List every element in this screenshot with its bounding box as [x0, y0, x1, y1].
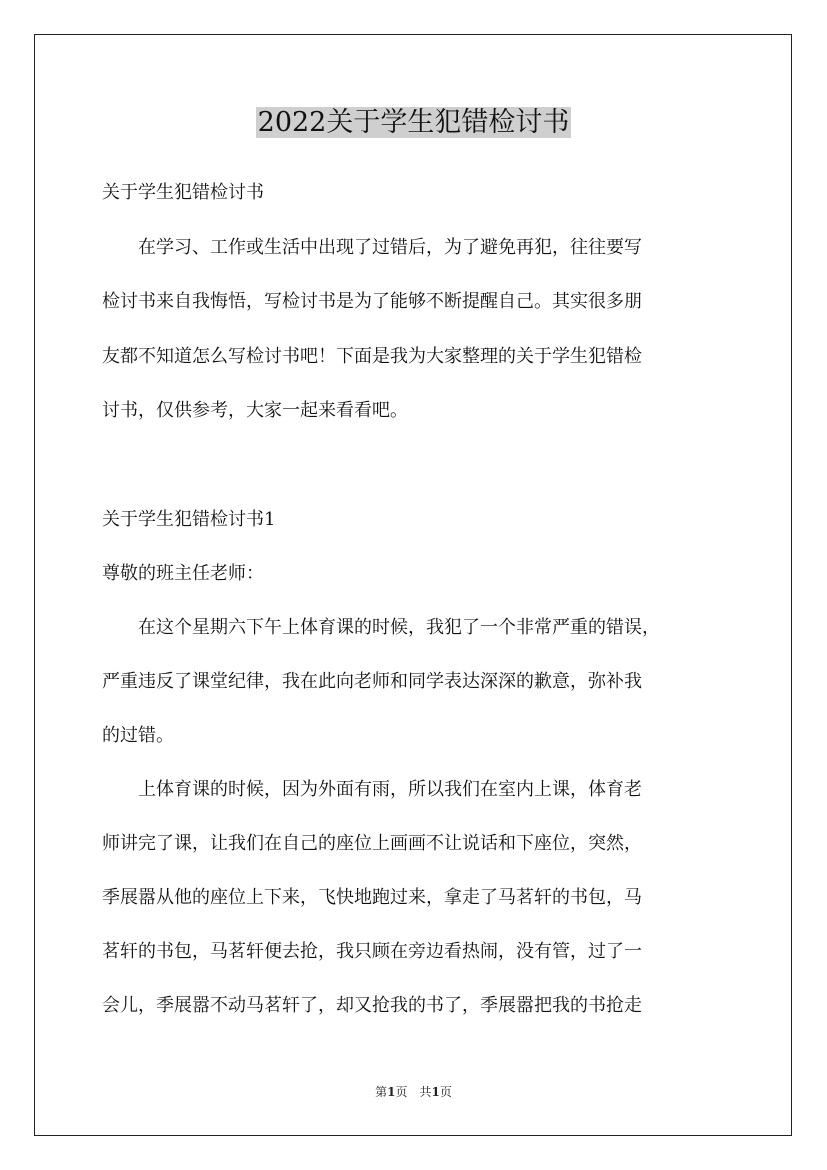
paragraph-line: 季展嚣从他的座位上下来，飞快地跑过来，拿走了马茗轩的书包，马: [102, 887, 642, 908]
page-current: 1: [387, 1085, 396, 1099]
paragraph-line: 的过错。: [102, 725, 174, 746]
page-label-mid: 页 共: [395, 1085, 432, 1099]
salutation: 尊敬的班主任老师：: [102, 563, 264, 584]
paragraph-line: 友都不知道怎么写检讨书吧！下面是我为大家整理的关于学生犯错检: [102, 346, 642, 367]
section-heading: 关于学生犯错检讨书1: [102, 509, 276, 530]
paragraph-line: 师讲完了课，让我们在自己的座位上画画不让说话和下座位，突然，: [102, 833, 642, 854]
paragraph-line: 在这个星期六下午上体育课的时候，我犯了一个非常严重的错误，: [102, 617, 660, 638]
document-title-text: 2022关于学生犯错检讨书: [257, 107, 570, 138]
paragraph-line: 上体育课的时候，因为外面有雨，所以我们在室内上课，体育老: [102, 779, 642, 800]
paragraph-line: 会儿，季展嚣不动马茗轩了，却又抢我的书了，季展嚣把我的书抢走: [102, 995, 642, 1016]
page-label-suffix: 页: [439, 1085, 452, 1099]
page-footer: [0, 1084, 827, 1100]
page-label-prefix: 第: [375, 1085, 388, 1099]
section-heading: 关于学生犯错检讨书: [102, 182, 264, 203]
page-total: 1: [431, 1085, 440, 1099]
paragraph-line: 茗轩的书包，马茗轩便去抢，我只顾在旁边看热闹，没有管，过了一: [102, 941, 642, 962]
document-title: [0, 103, 827, 143]
paragraph-line: 讨书，仅供参考，大家一起来看看吧。: [102, 400, 408, 421]
paragraph-line: 严重违反了课堂纪律，我在此向老师和同学表达深深的歉意，弥补我: [102, 671, 642, 692]
paragraph-line: 检讨书来自我悔悟，写检讨书是为了能够不断提醒自己。其实很多朋: [102, 291, 642, 312]
paragraph-line: 在学习、工作或生活中出现了过错后，为了避免再犯，往往要写: [102, 237, 642, 258]
